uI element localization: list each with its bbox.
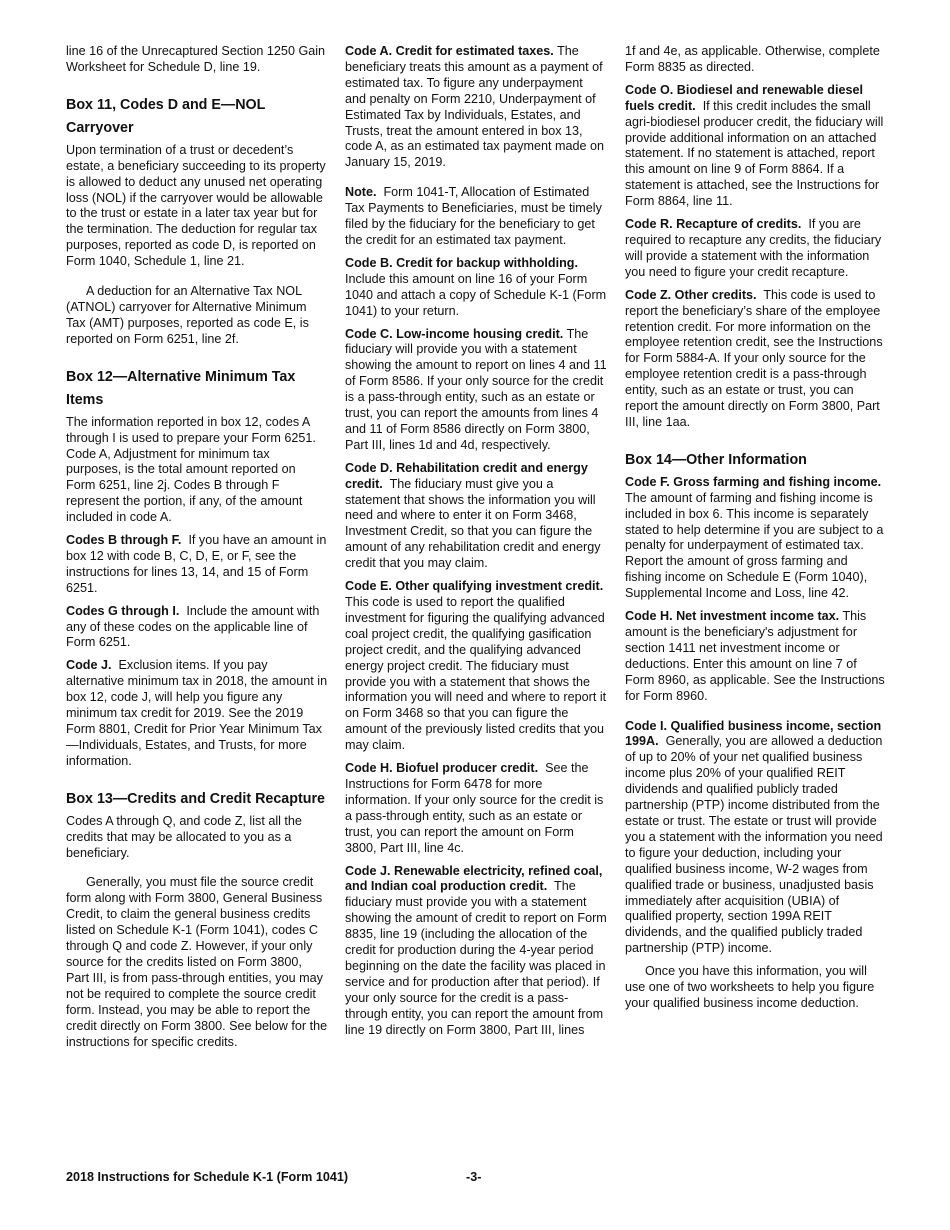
code-label: Code B. Credit for backup withholding. <box>345 255 578 270</box>
code-text: This code is used to report the beneficiary’s share of the employee retention credit. For more information on the employee retention credit, see the Instructions for Form 5884-A. If your only source for the employee retention credit is a pass-through entity, such as an estate or trust, you can report the amount directly on Form 3800, Part III, line 1aa. <box>625 287 883 429</box>
page-footer <box>66 1170 886 1186</box>
code-text: See the Instructions for Form 6478 for more information. If your only source for the credit is a pass-through entity, such as an estate or trust, you can report the amount on Form 3800, Part III, line 4c. <box>345 761 604 855</box>
code-entry <box>345 864 607 1039</box>
code-entry <box>345 256 607 320</box>
code-entry <box>345 44 607 171</box>
paragraph: Upon termination of a trust or decedent’s estate, a beneficiary succeeding to its property is allowed to deduct any unused net operating loss (NOL) if the carryover would be allowable to the trust or estate in a later tax year but for the termination. The deduction for regular tax purposes, reported as code D, is reported on Form 1040, Schedule 1, line 21. <box>66 142 326 269</box>
note <box>345 185 607 249</box>
paragraph: A deduction for an Alternative Tax NOL (ATNOL) carryover for Alternative Minimum Tax (AMT) purposes, reported as code E, is reported on Form 6251, line 2f. <box>66 284 309 346</box>
code-text: The beneficiary treats this amount as a payment of estimated tax. To figure any underpayment and penalty on Form 2210, Underpayment of Estimated Tax by Individuals, Estates, and Trusts, treat the amount entered in box 13, code A, as an estimated tax payment made on January 15, 2019. <box>345 44 605 170</box>
note-text: Form 1041-T, Allocation of Estimated Tax Payments to Beneficiaries, must be timely filed by the fiduciary for the beneficiary to get the credit for an estimated tax payment. <box>345 185 602 247</box>
code-entry <box>66 533 328 597</box>
code-entry <box>625 719 885 958</box>
code-text: The amount of farming and fishing income is included in box 6. This income is separately stated to help determine if you are subject to a penalty for underpayment of estimated tax. Report the amount of gross farming and fishing income on Schedule E (Form 1040), Supplemental Income and Loss, line 42. <box>625 490 884 601</box>
code-text: Generally, you are allowed a deduction of up to 20% of your net qualified business income plus 20% of your qualified REIT dividends and qualified publicly traded partnership (PTP) income distributed from the estate or trust. The estate or trust will provide you a statement with the information you need to figure your deduction, including your qualified business income, W-2 wages from qualified trade or business, unadjusted basis immediately after acquisition (UBIA) of qualified property, section 199A REIT dividends, and the qualified publicly traded partnership (PTP) income. <box>625 734 883 956</box>
page-number: -3- <box>466 1170 482 1184</box>
code-label: Code C. Low-income housing credit. <box>345 326 564 341</box>
code-text: If you are required to recapture any credits, the fiduciary will provide a statement with the information you need to figure your credit recapture. <box>625 217 882 279</box>
section-heading-box13: Box 13—Credits and Credit Recapture <box>66 790 325 807</box>
code-label: Code E. Other qualifying investment credit. <box>345 579 604 594</box>
section-heading-box12: Box 12—Alternative Minimum Tax Items <box>66 368 296 408</box>
code-text: The fiduciary will provide you with a statement showing the amount to report on lines 4 and 11 of Form 8586. If your only source for the credit is a pass-through entity, such as an estate or trust, you can report the amounts from lines 4 and 11 of Form 8586 directly on Form 3800, Part III, lines 1d and 4d, respectively. <box>345 326 607 452</box>
footer-title: 2018 Instructions for Schedule K-1 (Form 1041) <box>66 1170 349 1184</box>
paragraph: Codes A through Q, and code Z, list all the credits that may be allocated to you as a beneficiary. <box>66 813 302 860</box>
code-label: Code H. Net investment income tax. <box>625 609 840 624</box>
code-label: Codes B through F. <box>66 533 182 548</box>
code-label: Code I. Qualified business income, section 199A. <box>625 718 882 749</box>
code-entry <box>66 658 328 769</box>
section-heading-box14: Box 14—Other Information <box>625 451 807 468</box>
paragraph: Generally, you must file the source credit form along with Form 3800, General Business Credit, to claim the general business credits listed on Schedule K-1 (Form 1041), codes C through Q and code Z. However, if your only source for the credits listed on Form 3800, Part III, is from pass-through entities, you may not be required to complete the source credit form. Instead, you may be able to report the credit directly on Form 3800. See below for the instructions for specific credits. <box>66 875 328 1049</box>
code-text: Include the amount with any of these codes on the applicable line of Form 6251. <box>66 603 320 650</box>
section-heading-box11: Box 11, Codes D and E—NOL Carryover <box>66 96 266 136</box>
code-label: Code Z. Other credits. <box>625 287 757 302</box>
code-text: The fiduciary must give you a statement that shows the information you will need and where to enter it on Form 3468, Investment Credit, so that you can figure the amount of any rehabilitation credit and energy credit that you may claim. <box>345 476 601 571</box>
code-text: If you have an amount in box 12 with code B, C, D, E, or F, see the instructions for lines 13, 14, and 15 of Form 6251. <box>66 533 327 595</box>
column-left <box>66 44 328 1057</box>
code-text: This amount is the beneficiary's adjustment for section 1411 net investment income or deductions. Enter this amount on line 7 of Form 8960, as applicable. See the Instructions for Form 8960. <box>625 609 885 703</box>
code-label: Code H. Biofuel producer credit. <box>345 761 539 776</box>
code-text: If this credit includes the small agri-biodiesel producer credit, the fiduciary will provide additional information on an attached statement. If no statement is attached, report this amount on line 9 of Form 8864. If a statement is attached, see the Instructions for Form 8864, line 11. <box>625 98 884 209</box>
code-entry <box>625 475 885 602</box>
code-label: Code A. Credit for estimated taxes. <box>345 44 554 58</box>
code-text: This code is used to report the qualified investment for figuring the qualifying advanced coal project credit, the qualifying gasification project credit, and the qualifying advanced energy project credit. The fiduciary must provide you with a statement that shows the information you will need and where to report it on Form 3468 so that you can figure the amount of the previously listed credits that you may claim. <box>345 595 607 753</box>
code-entry <box>345 327 607 454</box>
code-label: Code J. Renewable electricity, refined coal, and Indian coal production credit. <box>345 863 603 894</box>
code-entry <box>625 288 885 431</box>
code-entry <box>66 604 328 652</box>
column-right <box>625 44 885 1019</box>
paragraph: line 16 of the Unrecaptured Section 1250 Gain Worksheet for Schedule D, line 19. <box>66 44 326 74</box>
code-text: Exclusion items. If you pay alternative minimum tax in 2018, the amount in box 12, code J, will help you figure any minimum tax credit for 2019. See the 2019 Form 8801, Credit for Prior Year Minimum Tax—Individuals, Estates, and Trusts, for more information. <box>66 658 328 768</box>
paragraph: The information reported in box 12, codes A through I is used to prepare your Form 6251. Code A, Adjustment for minimum tax purposes, is the total amount reported on Form 6251, line 2j. Codes B through F represent the portion, if any, of the amount included in code A. <box>66 414 316 525</box>
column-middle <box>345 44 607 1045</box>
code-label: Code R. Recapture of credits. <box>625 217 802 232</box>
code-entry <box>345 461 607 572</box>
code-label: Code O. Biodiesel and renewable diesel fuels credit. <box>625 82 863 113</box>
code-text: Include this amount on line 16 of your Form 1040 and attach a copy of Schedule K-1 (Form 1041) to your return. <box>345 271 607 318</box>
code-entry <box>345 761 607 856</box>
code-label: Code F. Gross farming and fishing income. <box>625 474 882 489</box>
code-entry <box>625 217 885 281</box>
code-entry <box>625 609 885 704</box>
code-label: Code J. <box>66 658 112 673</box>
code-entry <box>345 579 607 754</box>
code-label: Codes G through I. <box>66 603 180 618</box>
code-text: The fiduciary must provide you with a statement showing the amount of credit to report on Form 8835, line 19 (including the allocation of the credit for production during the 4-year period beginning on the date the facility was placed in service and for production after that period). If your only source for the credit is a pass-through entity, you can report the amount from line 19 directly on Form 3800, Part III, lines <box>345 879 607 1037</box>
note-label: Note. <box>345 185 377 200</box>
paragraph: Once you have this information, you will use one of two worksheets to help you figure your qualified business income deduction. <box>625 964 875 1010</box>
paragraph: 1f and 4e, as applicable. Otherwise, complete Form 8835 as directed. <box>625 44 880 74</box>
code-entry <box>625 83 885 210</box>
code-label: Code D. Rehabilitation credit and energy credit. <box>345 460 588 491</box>
